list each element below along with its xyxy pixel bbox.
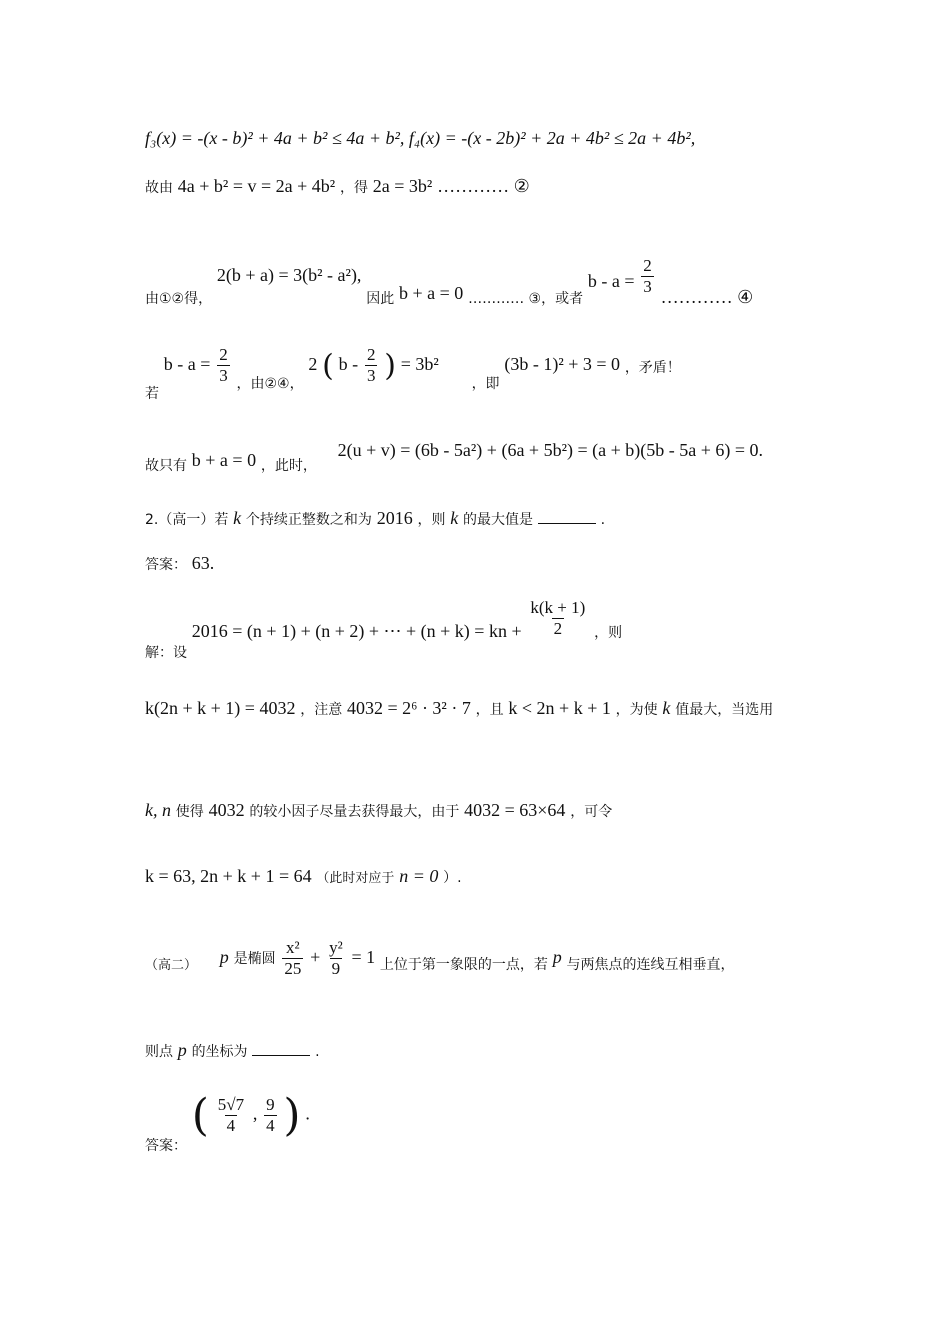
text-de: ，得 bbox=[339, 180, 368, 196]
left-paren-answer: ( bbox=[191, 1090, 209, 1141]
solution-label: 解：设 bbox=[145, 644, 187, 661]
equation-3: b + a = 0 bbox=[399, 282, 464, 303]
answer-line-2 bbox=[145, 1090, 310, 1154]
f3-f4-inequalities: f₃(x) = -(x - b)² + 4a + b² ≤ 4a + b², f₄(x) = -(x - 2b)² + 2a + 4b² ≤ 2a + 4b², bbox=[145, 128, 696, 148]
plus-sign: + bbox=[310, 946, 321, 967]
text-yinci: 因此 bbox=[366, 290, 395, 307]
factorization-4032: 4032 = 2⁶ · 3² · 7 bbox=[347, 698, 471, 718]
period-2: . bbox=[315, 1044, 320, 1060]
equation-n-0: n = 0 bbox=[399, 866, 439, 886]
text-zhi-zuida: 值最大，当选用 bbox=[675, 702, 774, 718]
proof-line-5 bbox=[145, 440, 764, 474]
fraction-denominator: 3 bbox=[643, 277, 652, 297]
fraction-numerator: 2 bbox=[219, 345, 228, 364]
text-you24: ，由②④， bbox=[236, 375, 304, 392]
text-zedian: 则点 bbox=[145, 1044, 173, 1060]
equation-tag-3: ………… ③，或者 bbox=[468, 290, 584, 307]
text-guzhiyou: 故只有 bbox=[145, 458, 187, 474]
var-k-2: k bbox=[450, 508, 459, 528]
solution-line-8 bbox=[145, 698, 773, 719]
proof-line-2 bbox=[145, 176, 530, 197]
text-zuobiao: 的坐标为 bbox=[191, 1044, 248, 1060]
proof-line-f3-f4 bbox=[145, 128, 695, 149]
question-2-text: 个持续正整数之和为 bbox=[245, 512, 372, 528]
text-guyou: 故由 bbox=[145, 180, 173, 196]
equation-v: 4a + b² = v = 2a + 4b² bbox=[177, 176, 336, 196]
var-p: p bbox=[219, 946, 229, 967]
note-prefix: （此时对应于 bbox=[316, 871, 395, 886]
fraction-numerator: k(k + 1) bbox=[530, 598, 586, 617]
equation-derived: 2(b + a) = 3(b² - a²), bbox=[216, 264, 362, 285]
question-3-text: 上位于第一象限的一点，若 bbox=[379, 956, 548, 973]
inequality-k: k < 2n + k + 1 bbox=[508, 698, 611, 718]
fraction-denominator: 2 bbox=[553, 619, 563, 639]
fraction-denominator: 3 bbox=[219, 366, 228, 386]
question-3-text-b: 与两焦点的连线互相垂直， bbox=[566, 956, 735, 973]
equation-2: 2a = 3b² bbox=[372, 176, 433, 196]
question-2-label: 2.（高一）若 bbox=[145, 512, 229, 528]
text-zhuyi: ，注意 bbox=[300, 702, 343, 718]
text-ruo: 若 bbox=[145, 385, 159, 402]
fraction-numerator: y² bbox=[329, 938, 343, 957]
equation-final: 2(u + v) = (6b - 5a²) + (6a + 5b²) = (a + b)(5b - 5a + 6) = 0. bbox=[337, 440, 764, 460]
proof-line-4 bbox=[145, 345, 681, 402]
fraction-y2-over-9 bbox=[327, 938, 345, 980]
answer-blank-2 bbox=[252, 1043, 310, 1056]
period: . bbox=[600, 512, 606, 528]
fraction-x2-over-25 bbox=[282, 938, 303, 980]
equation-tag-2: ………… ② bbox=[437, 176, 530, 196]
sum-equation: 2016 = (n + 1) + (n + 2) + ⋯ + (n + k) = kn + bbox=[191, 620, 522, 641]
proof-line-3 bbox=[145, 250, 754, 307]
text-jiaoxiao: 的较小因子尽量去获得最大，由于 bbox=[249, 804, 460, 820]
var-p-3: p bbox=[177, 1040, 187, 1060]
question-3-label: （高二） bbox=[145, 957, 198, 973]
solution-line-9 bbox=[145, 800, 612, 821]
question-3 bbox=[145, 938, 734, 980]
fraction-denominator: 9 bbox=[331, 959, 341, 979]
var-p-2: p bbox=[552, 946, 562, 967]
answer-label-2: 答案： bbox=[145, 1137, 187, 1154]
expr-equals-3b2: = 3b² bbox=[400, 353, 439, 374]
text-weishi: ，为使 bbox=[615, 702, 658, 718]
equals-one: = 1 bbox=[351, 946, 376, 967]
solution-line-10 bbox=[145, 866, 462, 887]
right-paren-answer: ) bbox=[283, 1090, 301, 1141]
period-3: . bbox=[305, 1103, 310, 1124]
fraction-two-thirds-b bbox=[217, 345, 230, 387]
var-k: k bbox=[233, 508, 242, 528]
text-cishi: ，此时， bbox=[260, 458, 317, 474]
equation-4032: k(2n + k + 1) = 4032 bbox=[145, 698, 296, 718]
equation-k-63: k = 63, 2n + k + 1 = 64 bbox=[145, 866, 312, 886]
equation-b-plus-a: b + a = 0 bbox=[191, 450, 257, 470]
text-shituoyuan: 是椭圆 bbox=[233, 950, 276, 967]
equation-contradiction: (3b - 1)² + 3 = 0 bbox=[504, 353, 621, 374]
question-2-text-c: 的最大值是 bbox=[463, 512, 534, 528]
fraction-numerator: 2 bbox=[643, 256, 652, 275]
fraction-numerator: x² bbox=[286, 938, 300, 957]
question-2 bbox=[145, 508, 605, 529]
fraction-two-thirds-c bbox=[365, 345, 378, 387]
answer-line-1 bbox=[145, 553, 214, 574]
fraction-k-k-plus-1-over-2 bbox=[528, 598, 587, 640]
fraction-numerator: 5√7 bbox=[217, 1094, 245, 1114]
question-3-line-2 bbox=[145, 1040, 320, 1061]
fraction-numerator: 2 bbox=[366, 345, 376, 364]
right-paren: ) bbox=[384, 348, 396, 384]
number-4032: 4032 bbox=[208, 800, 245, 820]
text-keling: ，可令 bbox=[570, 804, 613, 820]
text-ji: ，即 bbox=[471, 375, 500, 392]
answer-value: 63. bbox=[191, 553, 215, 573]
left-paren: ( bbox=[322, 348, 334, 384]
equation-63x64: 4032 = 63×64 bbox=[464, 800, 566, 820]
text-shide: 使得 bbox=[175, 804, 204, 820]
var-k-3: k bbox=[662, 698, 671, 718]
fraction-5root7-over-4 bbox=[216, 1095, 246, 1137]
fraction-denominator: 25 bbox=[284, 959, 302, 979]
fraction-denominator: 4 bbox=[226, 1116, 236, 1135]
text-you12: 由①②得， bbox=[145, 290, 213, 307]
fraction-denominator: 4 bbox=[266, 1116, 275, 1135]
vars-k-n: k, n bbox=[145, 800, 171, 820]
expr-b-minus: b - bbox=[338, 353, 359, 374]
question-2-text-b: ，则 bbox=[417, 512, 446, 528]
text-qie: ，且 bbox=[475, 702, 504, 718]
number-2016: 2016 bbox=[376, 508, 413, 528]
equation-4-left: b - a = bbox=[587, 270, 635, 291]
fraction-numerator: 9 bbox=[266, 1094, 275, 1114]
text-ze: ，则 bbox=[594, 624, 623, 641]
equation-tag-4: ………… ④ bbox=[660, 286, 754, 307]
answer-blank bbox=[538, 511, 596, 524]
text-maodun: ，矛盾！ bbox=[624, 359, 681, 376]
answer-label: 答案： bbox=[145, 557, 187, 573]
fraction-two-thirds bbox=[641, 256, 654, 298]
fraction-denominator: 3 bbox=[366, 366, 376, 386]
fraction-9-over-4 bbox=[264, 1095, 277, 1137]
comma: , bbox=[252, 1103, 258, 1124]
coefficient-2: 2 bbox=[308, 353, 318, 374]
solution-line bbox=[145, 598, 623, 661]
equation-b-minus-a: b - a = bbox=[163, 353, 211, 374]
note-suffix: ）. bbox=[443, 870, 462, 886]
